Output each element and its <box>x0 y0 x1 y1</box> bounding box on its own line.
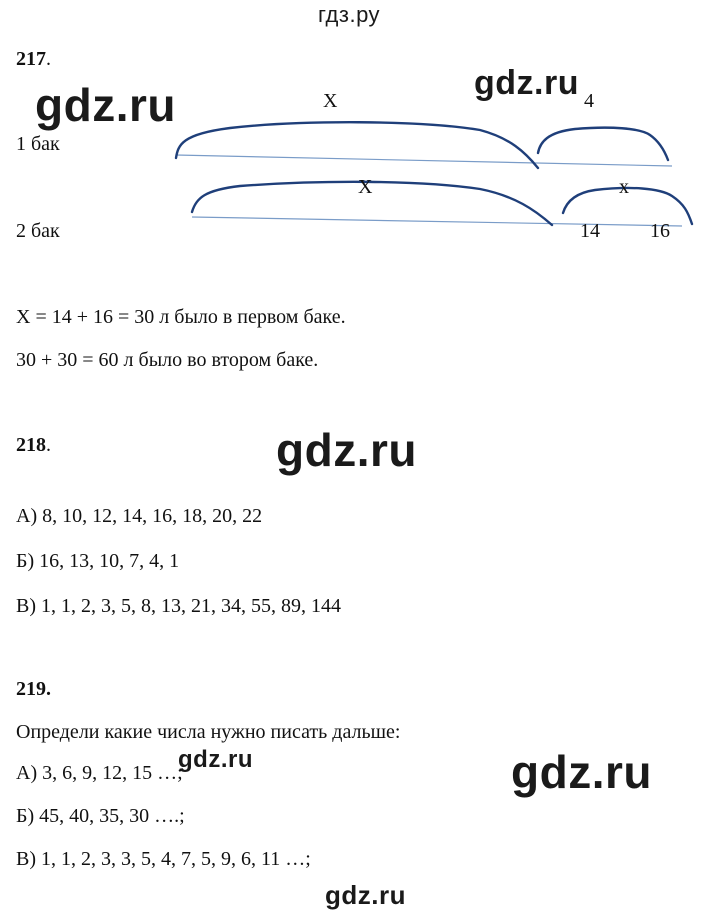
tank1-base-line <box>176 155 672 166</box>
tank2-base-line <box>192 217 682 226</box>
watermark: gdz.ru <box>511 746 652 798</box>
task217-line: 30 + 30 = 60 л было во втором баке. <box>16 349 319 371</box>
watermark: gdz.ru <box>474 64 579 102</box>
label-x-lower: Х <box>358 176 373 198</box>
tank1-brace-4 <box>538 128 668 160</box>
label-x-upper: Х <box>323 90 338 112</box>
watermark: gdz.ru <box>325 880 406 910</box>
site-header: гдз.ру <box>318 2 381 27</box>
watermark: gdz.ru <box>276 424 417 476</box>
task217-line: Х = 14 + 16 = 30 л было в первом баке. <box>16 306 346 328</box>
task218-line: А) 8, 10, 12, 14, 16, 18, 20, 22 <box>16 505 263 527</box>
label-14: 14 <box>580 220 600 242</box>
task218-line: В) 1, 1, 2, 3, 5, 8, 13, 21, 34, 55, 89, 144 <box>16 595 341 617</box>
task219-line: Б) 45, 40, 35, 30 ….; <box>16 805 185 827</box>
task219-prompt: Определи какие числа нужно писать дальше: <box>16 721 401 743</box>
task218-line: Б) 16, 13, 10, 7, 4, 1 <box>16 550 180 572</box>
task219-line: В) 1, 1, 2, 3, 3, 5, 4, 7, 5, 9, 6, 11 …; <box>16 848 311 870</box>
label-4: 4 <box>584 90 594 112</box>
task-218-number: 218. <box>16 434 51 456</box>
task219-line: А) 3, 6, 9, 12, 15 …; <box>16 762 183 784</box>
watermark: gdz.ru <box>178 746 253 773</box>
watermark: gdz.ru <box>35 79 176 131</box>
label-16: 16 <box>650 220 670 242</box>
tank1-brace-x <box>176 122 538 168</box>
tank-diagram <box>0 0 720 300</box>
task-219-number: 219. <box>16 678 51 700</box>
tank2-label: 2 бак <box>16 220 60 242</box>
task-217-number: 217. <box>16 48 51 70</box>
tank1-label: 1 бак <box>16 133 60 155</box>
label-small-x: x <box>619 176 629 198</box>
